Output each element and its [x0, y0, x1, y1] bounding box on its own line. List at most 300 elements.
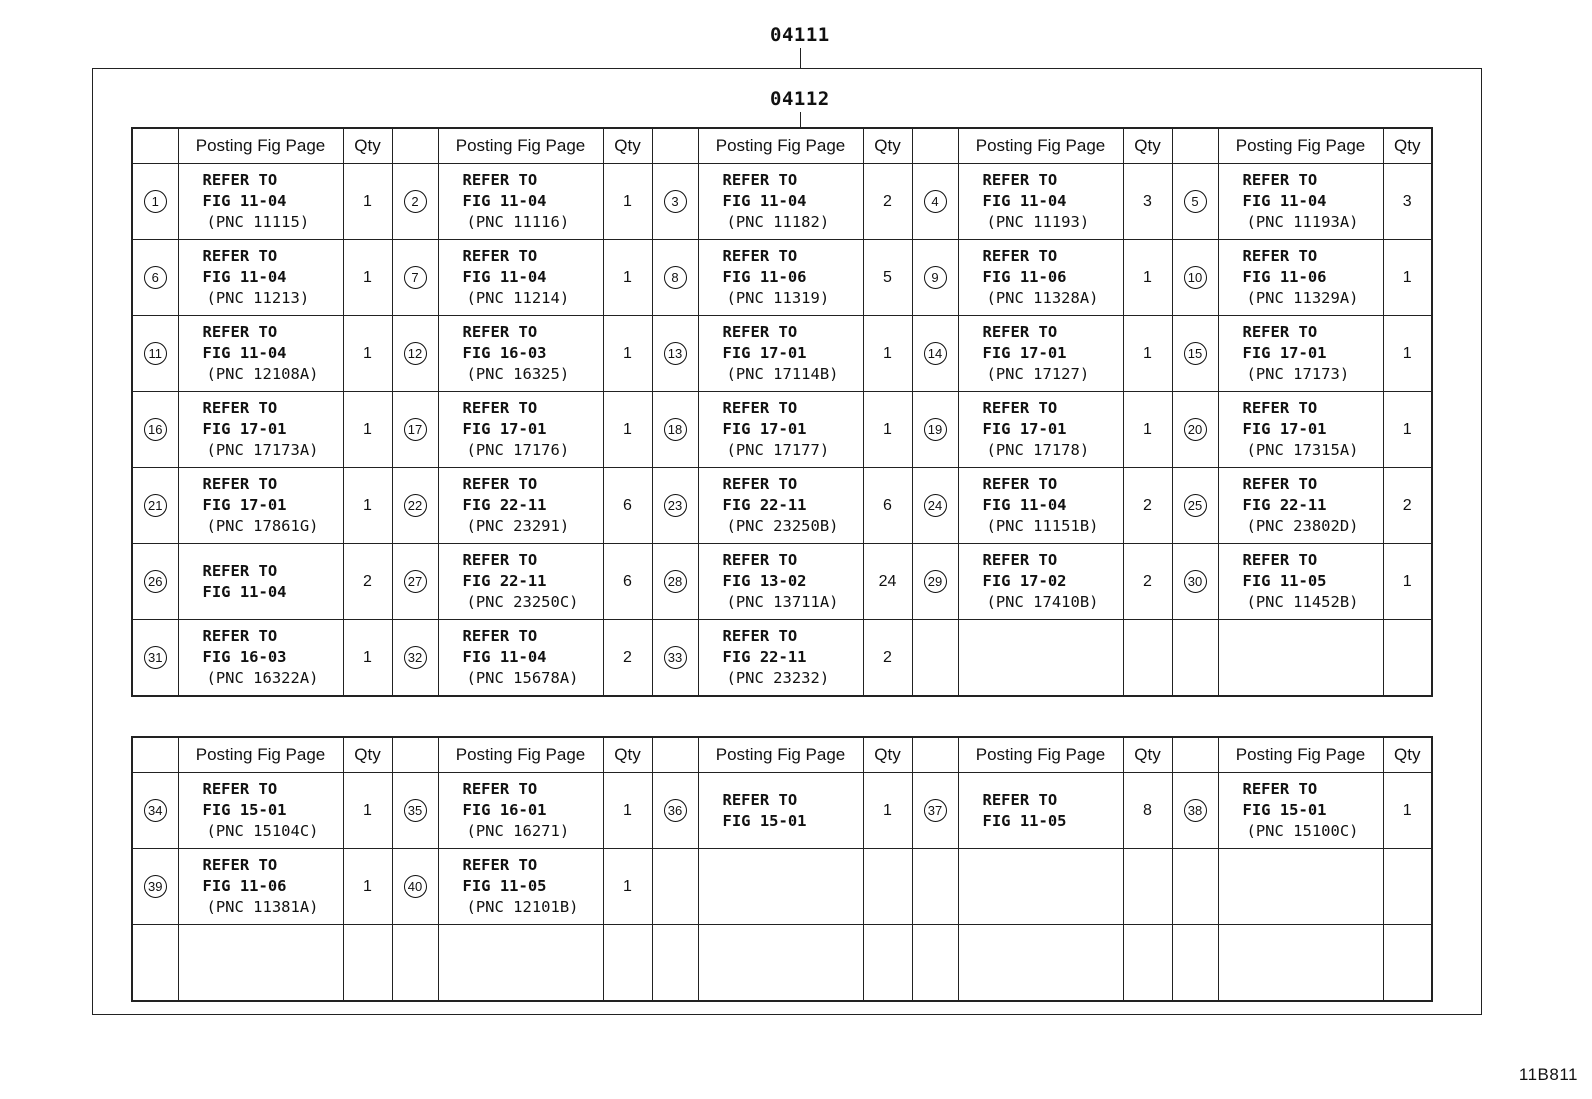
callout-number: 13: [664, 342, 687, 365]
pnc-text: (PNC 17173): [1246, 365, 1350, 383]
callout-number: 33: [664, 646, 687, 669]
fig-page-text: FIG 22-11: [722, 648, 807, 666]
posting-reference: [438, 849, 603, 925]
refer-to-text: REFER TO: [982, 790, 1058, 809]
header-qty: Qty: [603, 737, 652, 773]
callout-cell: [1172, 925, 1218, 1002]
callout-cell: [132, 773, 178, 849]
fig-page-text: FIG 11-04: [982, 496, 1067, 514]
posting-reference: [958, 620, 1123, 697]
refer-to-text: REFER TO: [462, 627, 538, 645]
pnc-text: (PNC 16322A): [206, 669, 319, 687]
callout-number: 38: [1184, 799, 1207, 822]
callout-number: 8: [664, 266, 687, 289]
pnc-text: (PNC 15678A): [466, 669, 579, 687]
callout-number: 19: [924, 418, 947, 441]
posting-reference: [1218, 468, 1383, 544]
callout-cell: [1172, 849, 1218, 925]
header-posting-fig-page: Posting Fig Page: [698, 128, 863, 164]
callout-cell: [652, 544, 698, 620]
fig-page-text: FIG 13-02: [722, 572, 807, 590]
posting-reference: [958, 316, 1123, 392]
refer-to-text: REFER TO: [722, 247, 798, 265]
qty-value: 1: [1383, 240, 1432, 316]
posting-reference: [698, 164, 863, 240]
posting-reference: [958, 392, 1123, 468]
header-posting-fig-page: Posting Fig Page: [438, 128, 603, 164]
header-blank: [1172, 128, 1218, 164]
callout-cell: [652, 849, 698, 925]
refer-to-text: REFER TO: [722, 323, 798, 341]
posting-reference: [438, 773, 603, 849]
qty-value: 1: [343, 773, 392, 849]
posting-reference: [438, 316, 603, 392]
posting-reference: [438, 468, 603, 544]
qty-value: [1383, 849, 1432, 925]
callout-cell: [392, 544, 438, 620]
fig-page-text: FIG 11-04: [722, 192, 807, 210]
qty-value: 1: [603, 164, 652, 240]
fig-page-text: FIG 17-01: [1242, 344, 1327, 362]
header-posting-fig-page: Posting Fig Page: [178, 128, 343, 164]
pnc-text: (PNC 11328A): [986, 289, 1099, 307]
refer-to-text: REFER TO: [982, 171, 1058, 189]
posting-reference: [958, 849, 1123, 925]
callout-cell: [132, 620, 178, 697]
refer-to-text: REFER TO: [202, 856, 278, 874]
callout-cell: [1172, 392, 1218, 468]
refer-to-text: REFER TO: [462, 475, 538, 493]
callout-number: 15: [1184, 342, 1207, 365]
fig-page-text: FIG 17-01: [722, 344, 807, 362]
qty-value: 1: [863, 316, 912, 392]
qty-value: 6: [603, 468, 652, 544]
fig-page-text: FIG 15-01: [1242, 801, 1327, 819]
fig-page-text: FIG 11-06: [1242, 268, 1327, 286]
fig-page-text: FIG 11-05: [462, 877, 547, 895]
posting-reference: [698, 544, 863, 620]
header-row: [132, 737, 1432, 773]
fig-page-text: FIG 11-05: [982, 811, 1067, 830]
header-qty: Qty: [343, 737, 392, 773]
callout-number: 34: [144, 799, 167, 822]
qty-value: 1: [343, 240, 392, 316]
callout-cell: [912, 849, 958, 925]
callout-cell: [912, 316, 958, 392]
refer-to-text: REFER TO: [462, 171, 538, 189]
refer-to-text: REFER TO: [1242, 551, 1318, 569]
refer-to-text: REFER TO: [202, 627, 278, 645]
callout-cell: [392, 392, 438, 468]
pnc-text: (PNC 17178): [986, 441, 1090, 459]
callout-cell: [132, 468, 178, 544]
posting-reference: [958, 468, 1123, 544]
qty-value: 1: [603, 773, 652, 849]
pnc-text: (PNC 16325): [466, 365, 570, 383]
callout-cell: [1172, 544, 1218, 620]
fig-page-text: FIG 16-01: [462, 801, 547, 819]
refer-to-text: REFER TO: [1242, 475, 1318, 493]
qty-value: 1: [343, 316, 392, 392]
refer-to-text: REFER TO: [462, 399, 538, 417]
refer-to-text: REFER TO: [722, 627, 798, 645]
pnc-text: (PNC 15104C): [206, 822, 319, 840]
refer-to-text: REFER TO: [982, 551, 1058, 569]
pnc-text: (PNC 11182): [726, 213, 830, 231]
header-blank: [132, 128, 178, 164]
fig-page-text: FIG 22-11: [1242, 496, 1327, 514]
qty-value: 8: [1123, 773, 1172, 849]
posting-reference: [698, 392, 863, 468]
posting-reference: [958, 544, 1123, 620]
refer-to-text: REFER TO: [202, 399, 278, 417]
posting-reference: [178, 849, 343, 925]
header-blank: [392, 128, 438, 164]
posting-reference: [438, 620, 603, 697]
callout-number: 24: [924, 494, 947, 517]
table-row: [132, 468, 1432, 544]
qty-value: [1123, 620, 1172, 697]
callout-number: 21: [144, 494, 167, 517]
posting-reference: [1218, 544, 1383, 620]
callout-number: 10: [1184, 266, 1207, 289]
fig-page-text: FIG 17-01: [202, 496, 287, 514]
pnc-text: (PNC 13711A): [726, 593, 839, 611]
posting-reference: [178, 392, 343, 468]
fig-page-text: FIG 11-06: [722, 268, 807, 286]
pnc-text: (PNC 11115): [206, 213, 310, 231]
qty-value: 1: [1123, 316, 1172, 392]
fig-page-text: FIG 17-01: [462, 420, 547, 438]
refer-to-text: REFER TO: [1242, 323, 1318, 341]
callout-cell: [392, 468, 438, 544]
refer-to-text: REFER TO: [722, 399, 798, 417]
pnc-text: (PNC 12101B): [466, 898, 579, 916]
qty-value: [1383, 620, 1432, 697]
refer-to-text: REFER TO: [1242, 247, 1318, 265]
refer-to-text: REFER TO: [462, 323, 538, 341]
table-row: [132, 316, 1432, 392]
qty-value: 3: [1383, 164, 1432, 240]
callout-cell: [132, 544, 178, 620]
header-qty: Qty: [343, 128, 392, 164]
posting-reference: [1218, 316, 1383, 392]
qty-value: 2: [1383, 468, 1432, 544]
refer-to-text: REFER TO: [722, 475, 798, 493]
qty-value: 1: [343, 164, 392, 240]
posting-reference: [1218, 773, 1383, 849]
callout-number: 14: [924, 342, 947, 365]
leader-line-top: [800, 48, 801, 68]
posting-reference: [698, 316, 863, 392]
qty-value: 2: [1123, 544, 1172, 620]
qty-value: 1: [1383, 316, 1432, 392]
header-posting-fig-page: Posting Fig Page: [958, 128, 1123, 164]
header-qty: Qty: [1123, 128, 1172, 164]
header-posting-fig-page: Posting Fig Page: [438, 737, 603, 773]
qty-value: 2: [863, 164, 912, 240]
callout-number: 22: [404, 494, 427, 517]
posting-reference: [698, 773, 863, 849]
fig-page-text: FIG 11-04: [462, 268, 547, 286]
fig-page-text: FIG 15-01: [722, 811, 807, 830]
callout-cell: [132, 164, 178, 240]
qty-value: 1: [1123, 392, 1172, 468]
callout-cell: [132, 849, 178, 925]
fig-page-text: FIG 17-01: [982, 344, 1067, 362]
callout-number: 3: [664, 190, 687, 213]
fig-page-text: FIG 15-01: [202, 801, 287, 819]
callout-number: 37: [924, 799, 947, 822]
refer-to-text: REFER TO: [722, 790, 798, 809]
callout-cell: [392, 925, 438, 1002]
qty-value: [1123, 925, 1172, 1002]
callout-cell: [1172, 240, 1218, 316]
qty-value: 1: [343, 849, 392, 925]
qty-value: 1: [1383, 392, 1432, 468]
refer-to-text: REFER TO: [982, 323, 1058, 341]
header-posting-fig-page: Posting Fig Page: [1218, 128, 1383, 164]
callout-number: 11: [144, 342, 167, 365]
qty-value: 5: [863, 240, 912, 316]
header-blank: [912, 737, 958, 773]
refer-to-text: REFER TO: [982, 475, 1058, 493]
fig-page-text: FIG 11-04: [462, 192, 547, 210]
pnc-text: (PNC 17410B): [986, 593, 1099, 611]
header-qty: Qty: [1123, 737, 1172, 773]
callout-number: 32: [404, 646, 427, 669]
pnc-text: (PNC 17315A): [1246, 441, 1359, 459]
callout-number: 27: [404, 570, 427, 593]
header-blank: [1172, 737, 1218, 773]
pnc-text: (PNC 11214): [466, 289, 570, 307]
qty-value: 1: [603, 392, 652, 468]
header-posting-fig-page: Posting Fig Page: [958, 737, 1123, 773]
fig-page-text: FIG 11-04: [202, 582, 287, 601]
header-qty: Qty: [863, 737, 912, 773]
posting-reference: [438, 392, 603, 468]
callout-cell: [912, 925, 958, 1002]
refer-to-text: REFER TO: [202, 171, 278, 189]
callout-number: 28: [664, 570, 687, 593]
refer-to-text: REFER TO: [462, 551, 538, 569]
callout-cell: [392, 240, 438, 316]
callout-cell: [652, 316, 698, 392]
qty-value: 1: [603, 316, 652, 392]
callout-cell: [1172, 468, 1218, 544]
callout-cell: [1172, 316, 1218, 392]
header-blank: [392, 737, 438, 773]
fig-page-text: FIG 11-06: [982, 268, 1067, 286]
qty-value: 1: [343, 468, 392, 544]
callout-number: 20: [1184, 418, 1207, 441]
fig-page-text: FIG 22-11: [462, 572, 547, 590]
callout-cell: [912, 164, 958, 240]
callout-cell: [392, 849, 438, 925]
qty-value: 1: [343, 392, 392, 468]
refer-to-text: REFER TO: [982, 247, 1058, 265]
header-row: [132, 128, 1432, 164]
refer-to-text: REFER TO: [202, 247, 278, 265]
fig-page-text: FIG 17-01: [1242, 420, 1327, 438]
callout-cell: [652, 392, 698, 468]
header-posting-fig-page: Posting Fig Page: [1218, 737, 1383, 773]
posting-reference: [958, 240, 1123, 316]
header-blank: [132, 737, 178, 773]
callout-cell: [132, 316, 178, 392]
callout-cell: [652, 240, 698, 316]
qty-value: [1383, 925, 1432, 1002]
fig-page-text: FIG 17-01: [202, 420, 287, 438]
refer-to-text: REFER TO: [462, 780, 538, 798]
pnc-text: (PNC 23291): [466, 517, 570, 535]
posting-reference: [1218, 849, 1383, 925]
callout-number: 23: [664, 494, 687, 517]
callout-number: 9: [924, 266, 947, 289]
table-row: [132, 773, 1432, 849]
posting-reference: [178, 773, 343, 849]
posting-reference: [698, 925, 863, 1002]
callout-number: 16: [144, 418, 167, 441]
fig-page-text: FIG 11-04: [1242, 192, 1327, 210]
pnc-text: (PNC 23802D): [1246, 517, 1359, 535]
pnc-text: (PNC 11319): [726, 289, 830, 307]
refer-to-text: REFER TO: [722, 551, 798, 569]
qty-value: 1: [603, 240, 652, 316]
callout-number: 1: [144, 190, 167, 213]
callout-cell: [1172, 620, 1218, 697]
callout-number: 6: [144, 266, 167, 289]
parts-reference-table-2: [131, 736, 1433, 1002]
header-qty: Qty: [863, 128, 912, 164]
qty-value: 3: [1123, 164, 1172, 240]
table-row: [132, 925, 1432, 1002]
posting-reference: [438, 240, 603, 316]
callout-number: 29: [924, 570, 947, 593]
pnc-text: (PNC 23250B): [726, 517, 839, 535]
table-row: [132, 392, 1432, 468]
header-blank: [652, 128, 698, 164]
callout-number: 17: [404, 418, 427, 441]
qty-value: 2: [603, 620, 652, 697]
qty-value: 2: [863, 620, 912, 697]
refer-to-text: REFER TO: [202, 323, 278, 341]
header-qty: Qty: [1383, 737, 1432, 773]
pnc-text: (PNC 11381A): [206, 898, 319, 916]
posting-reference: [178, 544, 343, 620]
callout-number: 30: [1184, 570, 1207, 593]
qty-value: 24: [863, 544, 912, 620]
table-row: [132, 544, 1432, 620]
fig-page-text: FIG 11-04: [202, 192, 287, 210]
callout-cell: [652, 773, 698, 849]
assembly-label-top: 04111: [770, 24, 830, 46]
callout-cell: [912, 468, 958, 544]
posting-reference: [698, 468, 863, 544]
pnc-text: (PNC 17127): [986, 365, 1090, 383]
pnc-text: (PNC 23250C): [466, 593, 579, 611]
pnc-text: (PNC 17114B): [726, 365, 839, 383]
posting-reference: [698, 620, 863, 697]
table-row: [132, 849, 1432, 925]
callout-number: 36: [664, 799, 687, 822]
qty-value: 1: [863, 773, 912, 849]
posting-reference: [178, 620, 343, 697]
parts-reference-table-1: [131, 127, 1433, 697]
pnc-text: (PNC 17177): [726, 441, 830, 459]
callout-cell: [1172, 773, 1218, 849]
pnc-text: (PNC 11213): [206, 289, 310, 307]
callout-cell: [392, 316, 438, 392]
leader-line-sub: [800, 112, 801, 128]
refer-to-text: REFER TO: [462, 247, 538, 265]
callout-number: 4: [924, 190, 947, 213]
table-row: [132, 620, 1432, 697]
fig-page-text: FIG 17-01: [722, 420, 807, 438]
callout-number: 2: [404, 190, 427, 213]
header-posting-fig-page: Posting Fig Page: [178, 737, 343, 773]
fig-page-text: FIG 11-06: [202, 877, 287, 895]
qty-value: [1123, 849, 1172, 925]
callout-cell: [392, 164, 438, 240]
callout-cell: [912, 773, 958, 849]
callout-cell: [652, 468, 698, 544]
pnc-text: (PNC 11329A): [1246, 289, 1359, 307]
callout-cell: [912, 240, 958, 316]
qty-value: 2: [343, 544, 392, 620]
header-qty: Qty: [1383, 128, 1432, 164]
posting-reference: [178, 316, 343, 392]
callout-cell: [652, 620, 698, 697]
callout-number: 31: [144, 646, 167, 669]
posting-reference: [958, 925, 1123, 1002]
callout-number: 40: [404, 875, 427, 898]
pnc-text: (PNC 11116): [466, 213, 570, 231]
posting-reference: [438, 925, 603, 1002]
qty-value: [343, 925, 392, 1002]
posting-reference: [1218, 240, 1383, 316]
qty-value: 1: [863, 392, 912, 468]
callout-number: 35: [404, 799, 427, 822]
fig-page-text: FIG 11-04: [462, 648, 547, 666]
header-blank: [652, 737, 698, 773]
callout-number: 7: [404, 266, 427, 289]
posting-reference: [1218, 392, 1383, 468]
table-row: [132, 164, 1432, 240]
header-posting-fig-page: Posting Fig Page: [698, 737, 863, 773]
fig-page-text: FIG 22-11: [722, 496, 807, 514]
callout-cell: [652, 925, 698, 1002]
diagram-code: 11B811: [1518, 1065, 1578, 1084]
callout-cell: [1172, 164, 1218, 240]
qty-value: 1: [1383, 773, 1432, 849]
callout-cell: [912, 620, 958, 697]
fig-page-text: FIG 11-04: [202, 268, 287, 286]
assembly-label-sub: 04112: [770, 88, 830, 110]
refer-to-text: REFER TO: [202, 780, 278, 798]
fig-page-text: FIG 16-03: [202, 648, 287, 666]
callout-number: 12: [404, 342, 427, 365]
callout-cell: [652, 164, 698, 240]
posting-reference: [178, 925, 343, 1002]
fig-page-text: FIG 17-01: [982, 420, 1067, 438]
refer-to-text: REFER TO: [1242, 399, 1318, 417]
pnc-text: (PNC 15100C): [1246, 822, 1359, 840]
fig-page-text: FIG 17-02: [982, 572, 1067, 590]
refer-to-text: REFER TO: [722, 171, 798, 189]
posting-reference: [1218, 164, 1383, 240]
pnc-text: (PNC 16271): [466, 822, 570, 840]
